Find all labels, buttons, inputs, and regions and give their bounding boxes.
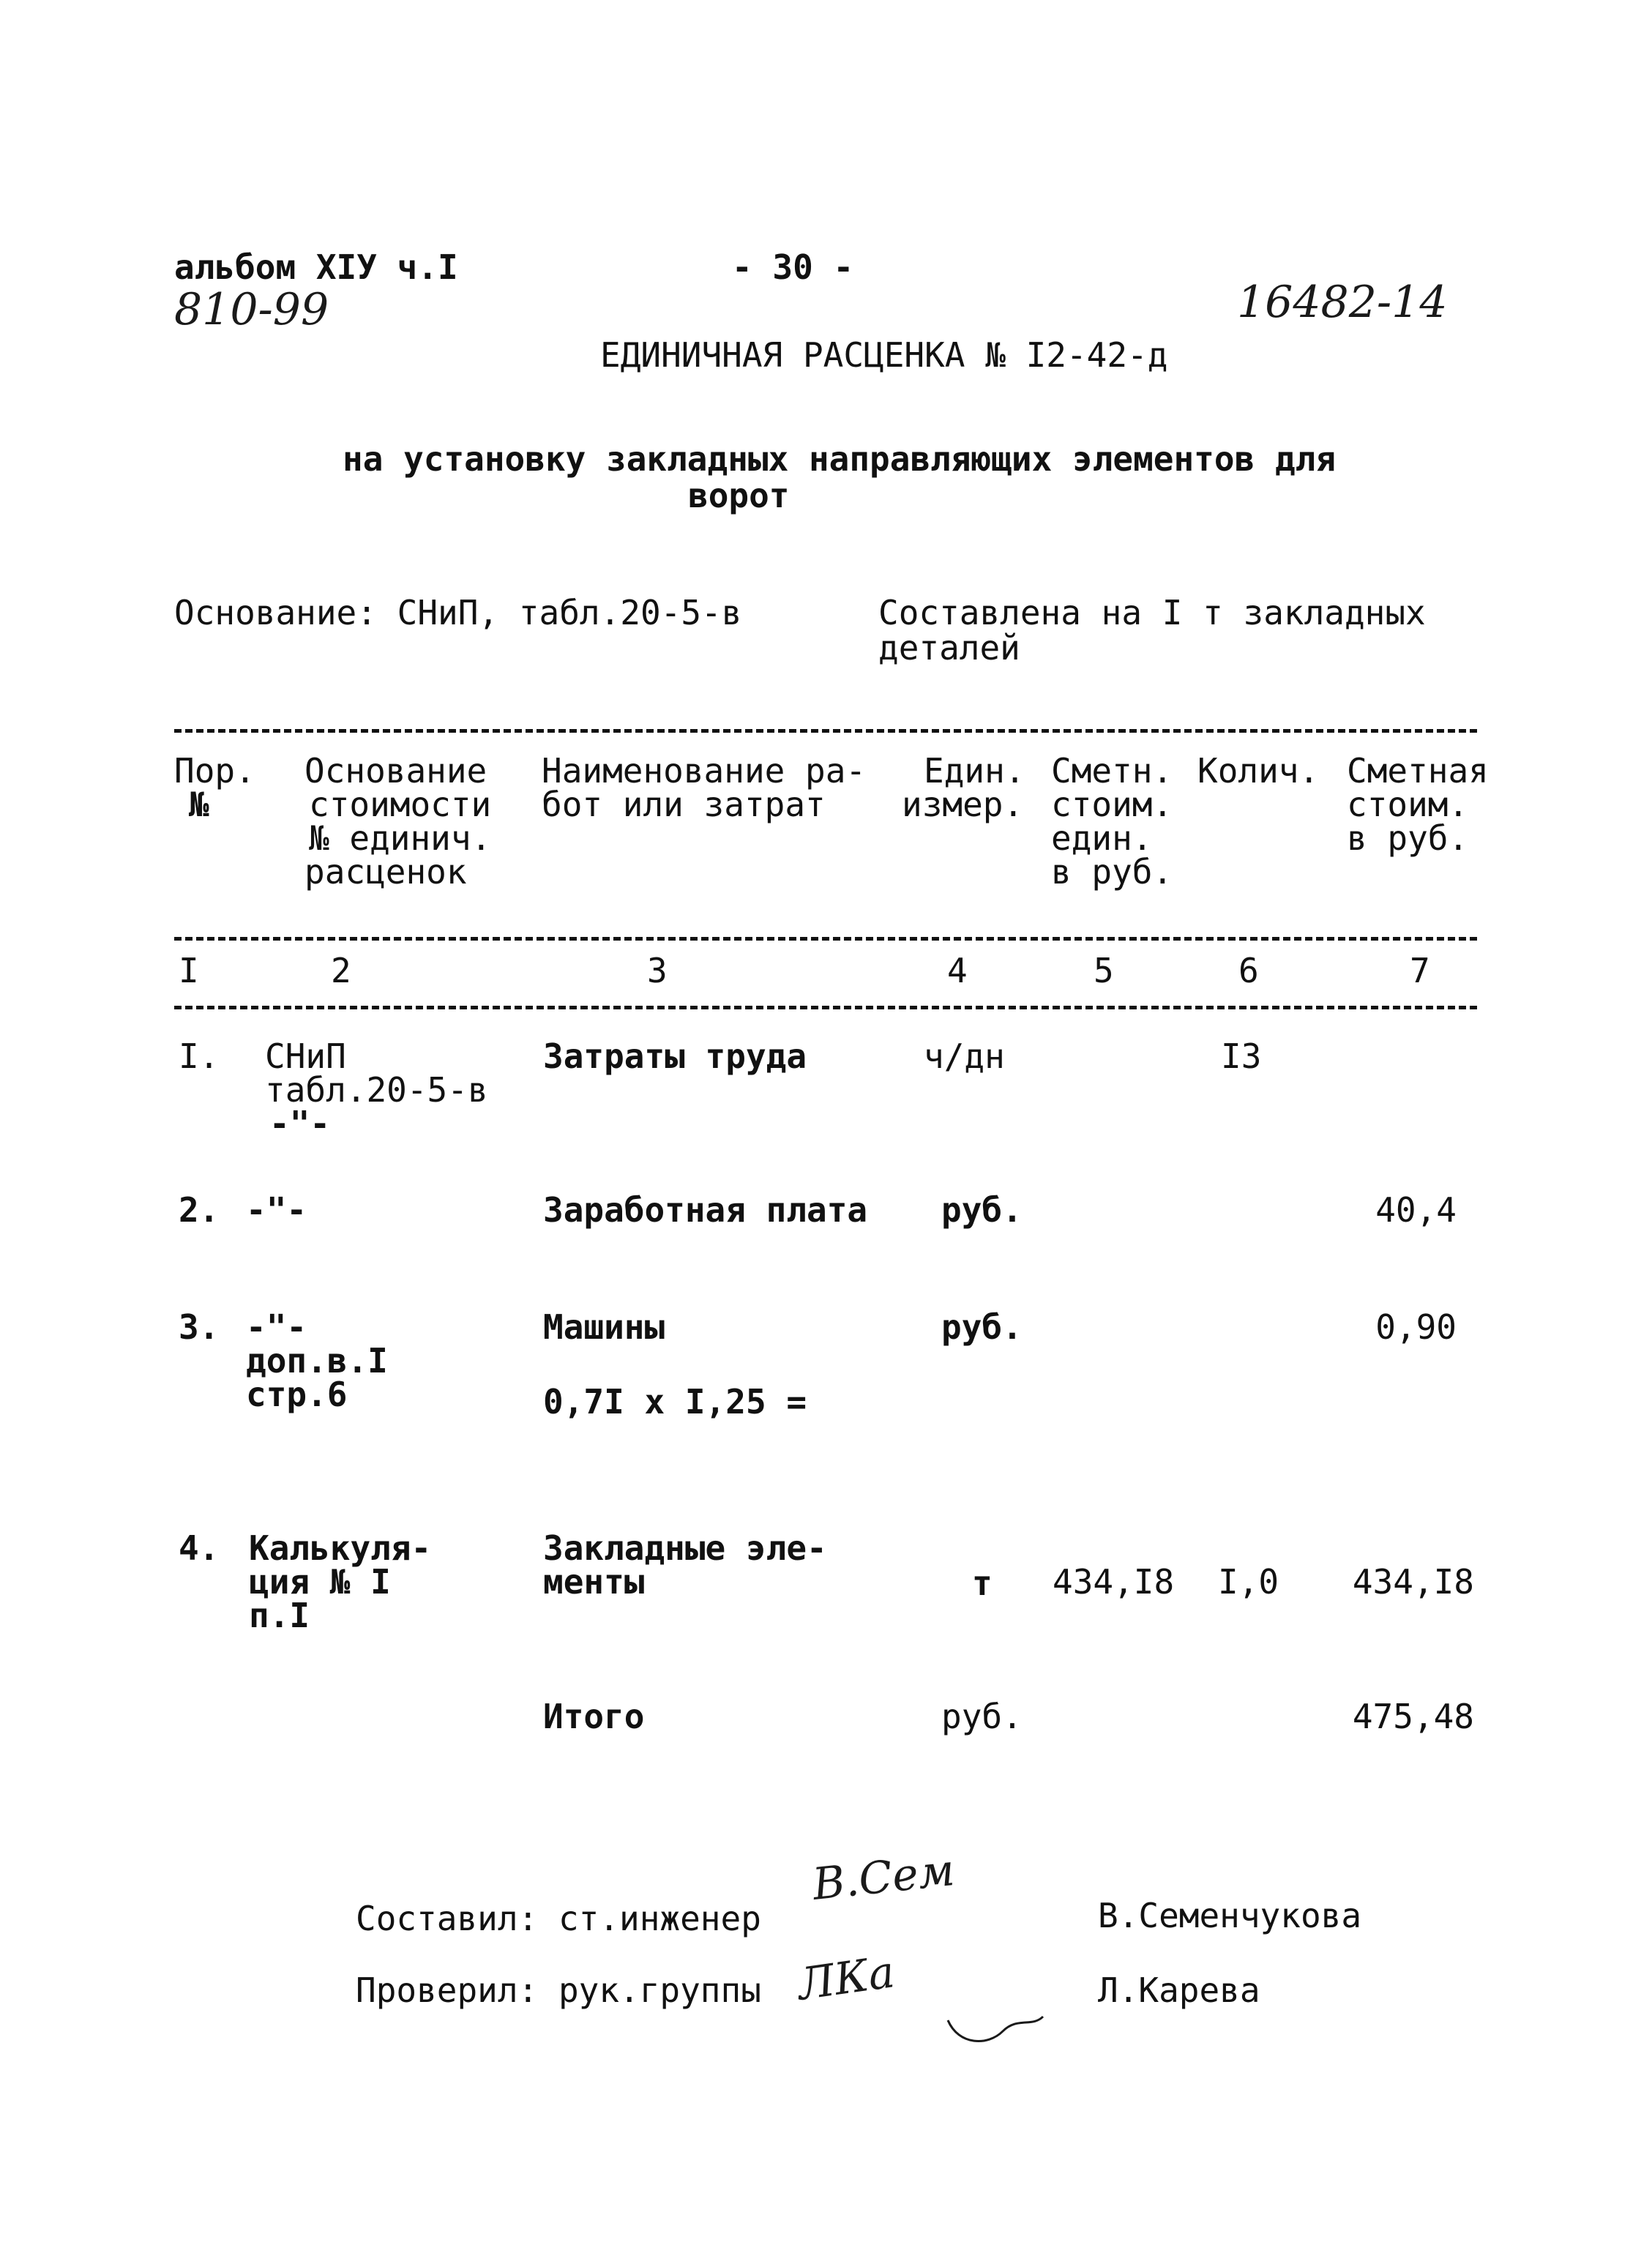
header-text: Сметн. xyxy=(1051,751,1173,791)
checked-by-signature: ЛКа xyxy=(794,1946,898,2011)
name-line: Машины xyxy=(543,1307,665,1347)
row-basis xyxy=(246,1190,307,1230)
name-line: Итого xyxy=(543,1697,645,1736)
basis-line: доп.в.I xyxy=(246,1341,388,1381)
name-line: менты xyxy=(543,1562,645,1602)
row-basis xyxy=(265,1036,488,1143)
header-text: Един. xyxy=(924,751,1025,791)
col-header-unit xyxy=(902,751,1025,824)
document-subtitle-line1: на установку закладных направляющих элементов для xyxy=(343,439,1337,479)
handwritten-code-left: 810-99 xyxy=(174,284,329,335)
header-text: Основание xyxy=(304,751,487,791)
name-line: Затраты труда xyxy=(543,1036,807,1076)
row-quantity: I3 xyxy=(1221,1036,1262,1076)
header-text: един. xyxy=(1051,818,1153,858)
row-work-name xyxy=(543,1528,827,1602)
basis-line: -"- xyxy=(269,1104,331,1143)
column-number: 2 xyxy=(331,951,351,990)
row-total-cost: 0,90 xyxy=(1375,1307,1457,1347)
header-text: Сметная xyxy=(1347,751,1489,791)
col-header-row-number xyxy=(174,751,255,824)
col-header-quantity xyxy=(1197,751,1320,791)
compiled-for-line1: Составлена на I т закладных xyxy=(878,593,1426,632)
header-text: в руб. xyxy=(1347,818,1469,858)
handwritten-code-right: 16482-14 xyxy=(1237,277,1448,328)
column-number: 5 xyxy=(1094,951,1114,990)
header-text: в руб. xyxy=(1051,852,1173,892)
col-header-unit-cost xyxy=(1051,751,1173,892)
name-line: 0,7I x I,25 = xyxy=(543,1382,807,1421)
row-unit: руб. xyxy=(941,1307,1023,1347)
row-unit: т xyxy=(972,1563,993,1603)
row-unit: руб. xyxy=(941,1190,1023,1230)
row-number: 2. xyxy=(179,1190,220,1230)
compiled-for-line2: деталей xyxy=(878,628,1020,668)
page-number: - 30 - xyxy=(732,247,854,287)
basis-line: ция № I xyxy=(249,1562,391,1602)
basis-line: -"- xyxy=(246,1190,307,1230)
document-subtitle-line2: ворот xyxy=(688,476,790,515)
row-work-name xyxy=(543,1307,807,1421)
column-number: I xyxy=(179,951,199,990)
row-number: 4. xyxy=(179,1528,220,1568)
basis-line: СНиП xyxy=(265,1036,346,1076)
name-line: Закладные эле- xyxy=(543,1528,827,1568)
basis-line: табл.20-5-в xyxy=(265,1070,488,1110)
table-top-rule xyxy=(174,729,1477,733)
header-text: стоим. xyxy=(1347,785,1469,824)
checked-by-name: Л.Карева xyxy=(1098,1970,1260,2010)
header-text: расценок xyxy=(304,852,467,892)
header-bottom-rule xyxy=(174,937,1477,941)
col-header-total-cost xyxy=(1347,751,1489,858)
row-unit: ч/дн xyxy=(924,1036,1005,1076)
row-work-name xyxy=(543,1190,868,1230)
signature-flourish xyxy=(944,2006,1047,2050)
header-text: Наименование ра- xyxy=(542,751,867,791)
basis-line: Калькуля- xyxy=(249,1528,432,1568)
header-text: измер. xyxy=(902,785,1024,824)
row-number: 3. xyxy=(179,1307,220,1347)
header-text: № единич. xyxy=(309,818,492,858)
header-text: стоим. xyxy=(1051,785,1173,824)
header-text: Пор. xyxy=(174,751,255,791)
column-number: 3 xyxy=(647,951,668,990)
column-number: 6 xyxy=(1238,951,1259,990)
row-quantity: I,0 xyxy=(1218,1562,1279,1602)
row-work-name xyxy=(543,1036,807,1076)
row-basis xyxy=(249,1528,432,1635)
col-header-basis xyxy=(304,751,492,892)
row-basis xyxy=(246,1307,388,1414)
basis-line: стр.6 xyxy=(246,1375,348,1414)
compiled-by-label: Составил: ст.инженер xyxy=(356,1899,761,1938)
row-unit-cost: 434,I8 xyxy=(1053,1562,1175,1602)
column-numbers-rule xyxy=(174,1006,1477,1009)
row-total-cost: 475,48 xyxy=(1352,1697,1474,1736)
row-unit: руб. xyxy=(941,1697,1023,1736)
row-work-name xyxy=(543,1697,645,1736)
compiled-by-signature: В.Сем xyxy=(810,1845,957,1910)
row-number: I. xyxy=(179,1036,220,1076)
document-title: ЕДИНИЧНАЯ РАСЦЕНКА № I2-42-д xyxy=(600,335,1168,375)
basis-reference: Основание: СНиП, табл.20-5-в xyxy=(174,593,742,632)
header-text: стоимости xyxy=(309,785,492,824)
column-number: 4 xyxy=(947,951,968,990)
row-total-cost: 434,I8 xyxy=(1352,1562,1474,1602)
col-header-work-name xyxy=(542,751,867,824)
compiled-by-name: В.Семенчукова xyxy=(1098,1896,1362,1935)
checked-by-label: Проверил: рук.группы xyxy=(356,1970,761,2010)
header-text: бот или затрат xyxy=(542,785,826,824)
header-text: Колич. xyxy=(1197,751,1320,791)
basis-line: -"- xyxy=(246,1307,307,1347)
column-number: 7 xyxy=(1410,951,1430,990)
name-line: Заработная плата xyxy=(543,1190,868,1230)
header-text: № xyxy=(189,785,209,824)
album-label: альбом XIУ ч.I xyxy=(174,247,458,287)
basis-line: п.I xyxy=(249,1596,310,1635)
row-total-cost: 40,4 xyxy=(1375,1190,1457,1230)
